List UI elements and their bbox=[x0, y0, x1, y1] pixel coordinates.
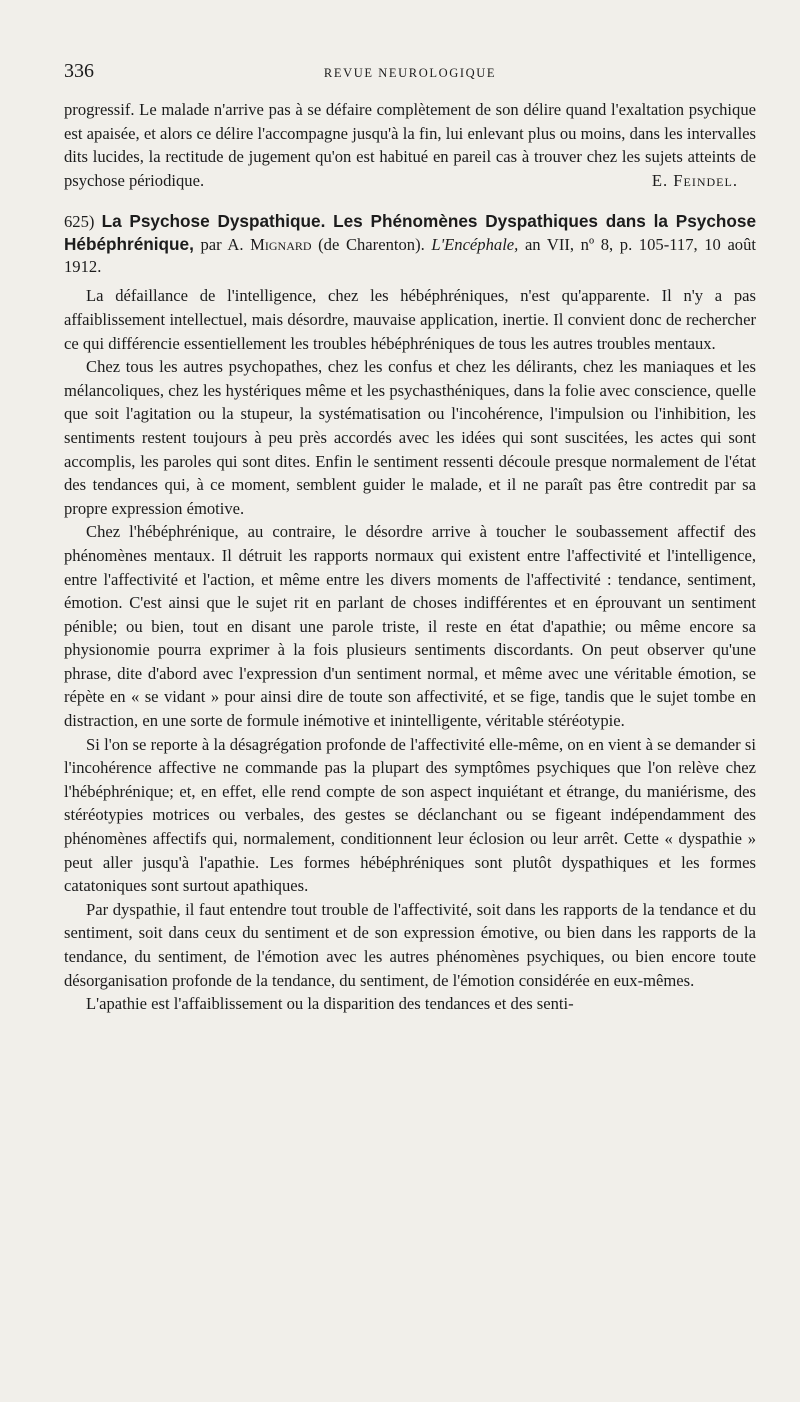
entry-number: 625) bbox=[64, 212, 95, 232]
paragraph: Chez l'hébéphrénique, au contraire, le désordre arrive à toucher le soubassement affectif des phénomènes mentaux. Il détruit les rapports normaux qui existent entre l'affectivité et l'intelligence, entre l'affectivité et l'action, et même entre les divers moments de l'affectivité : tendance, sentiment, émotion. C'est ainsi que le sujet rit en parlant de choses indifférentes et en éprouvant un sentiment pénible; ou bien, tout en disant une parole triste, il reste en état d'apathie; ou même encore sa physionomie pourra exprimer à la fois plusieurs sentiments discordants. On peut observer qu'une phrase, dite d'abord avec l'expression d'un sentiment normal, et même avec une véritable émotion, se répète en « se vidant » pour ainsi dire de toute son affectivité, et se fige, tandis que le sujet tombe en distraction, en une sorte de formule inémotive et inintelligente, véritable stéréotypie. bbox=[64, 522, 756, 731]
entry-affiliation: (de Charenton). bbox=[318, 235, 425, 255]
paragraph: Si l'on se reporte à la désagrégation profonde de l'affectivité elle-même, on en vient à se demander si l'incohérence affective ne commande pas la plupart des symptômes psychiques que l'on relève chez l'hébéphrénique; et, en effet, elle rend compte de son aspect inquiétant et étrange, du maniérisme, des stéréotypies motrices ou verbales, des gestes se déclanchant ou se figeant indépendamment des phénomènes affectifs qui, normalement, conditionnent leur éclosion ou leur arrêt. Cette « dyspathie » peut aller jusqu'à l'apathie. Les formes hébéphréniques sont plutôt dyspathiques et les formes catatoniques sont surtout apathiques. bbox=[64, 734, 756, 896]
journal-page bbox=[64, 58, 756, 1016]
previous-entry-text: progressif. Le malade n'arrive pas à se défaire complètement de son délire quand l'exaltation psychique est apaisée, et alors ce délire l'accompagne jusqu'à la fin, lui enlevant plus ou moins, dans les intervalles dits lucides, la rectitude de jugement qu'on est habitué en pareil cas à trouver chez les sujets atteints de psychose périodique. bbox=[64, 100, 756, 190]
entry-body bbox=[64, 284, 756, 1015]
abstract-entry bbox=[64, 210, 756, 1015]
previous-entry bbox=[64, 98, 756, 192]
page-number: 336 bbox=[64, 60, 94, 82]
entry-citation: an VII, nº 8, p. 105-117, 10 août 1912. bbox=[64, 235, 757, 277]
page-header bbox=[64, 58, 756, 86]
running-title: REVUE NEUROLOGIQUE bbox=[323, 66, 497, 80]
paragraph: La défaillance de l'intelligence, chez les hébéphréniques, n'est qu'apparente. Il n'y a pas affaiblissement intellectuel, mais désordre, mauvaise application, inertie. Il convient donc de rechercher ce qui différencie essentiellement les troubles hébéphréniques de tous les autres troubles mentaux. bbox=[64, 286, 756, 353]
signature-name: E. Feindel. bbox=[651, 170, 738, 190]
entry-title: La Psychose Dyspathique. Les Phénomènes Dyspathiques dans la Psychose Hébéphrénique, bbox=[64, 211, 756, 255]
paragraph: Par dyspathie, il faut entendre tout trouble de l'affectivité, soit dans les rapports de la tendance et du sentiment, soit dans ceux du sentiment et de son expression émotive, ou bien dans les rapports de la tendance, du sentiment, de l'émotion avec les autres phénomènes psychiques, ou bien encore toute désorganisation profonde de la tendance, du sentiment, de l'émotion considérée en eux-mêmes. bbox=[64, 899, 756, 990]
entry-by: par A. bbox=[200, 235, 244, 255]
paragraph: L'apathie est l'affaiblissement ou la disparition des tendances et des senti- bbox=[86, 994, 574, 1014]
entry-heading bbox=[64, 210, 756, 278]
entry-author: Mignard bbox=[250, 235, 312, 255]
paragraph: Chez tous les autres psychopathes, chez les confus et chez les délirants, chez les maniaques et les mélancoliques, chez les hystériques même et les psychasthéniques, dans la folie avec conscience, quelle que soit l'agitation ou la stupeur, la systématisation ou l'incohérence, l'impulsion ou l'inhibition, les sentiments restent toujours à peu près accordés avec les idées qui sont suscitées, les actes qui sont accomplis, les paroles qui sont dites. Enfin le sentiment ressenti découle presque normalement de l'état des tendances qui, à ce moment, semblent guider le malade, et il ne paraît pas être contredit par sa propre expression émotive. bbox=[64, 357, 756, 518]
entry-journal: L'Encéphale, bbox=[431, 235, 519, 255]
